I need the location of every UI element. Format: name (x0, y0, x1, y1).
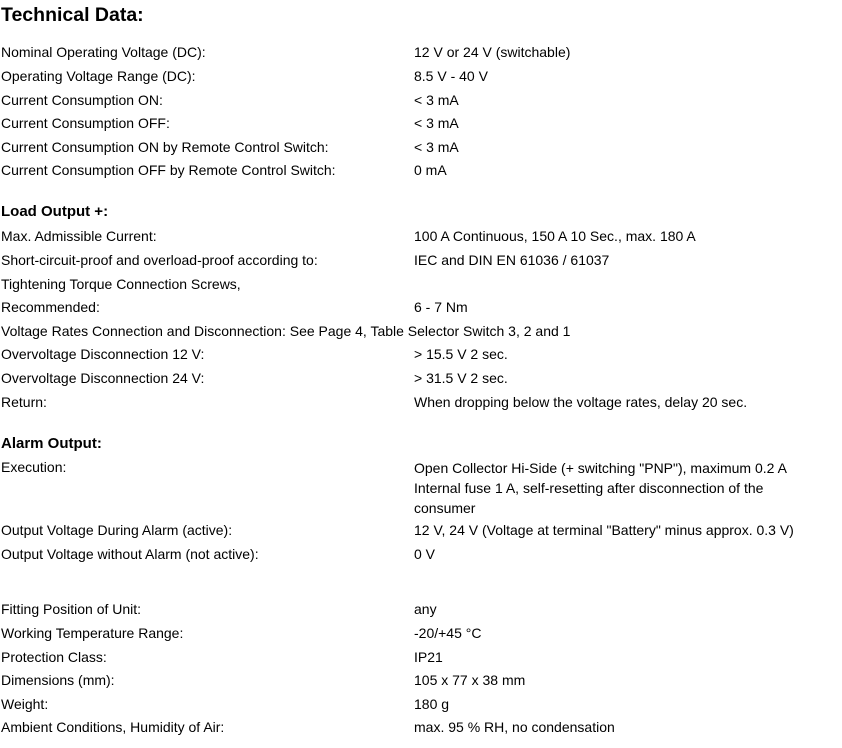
spec-value: 0 mA (414, 162, 447, 178)
spec-value: < 3 mA (414, 92, 459, 108)
spec-label: Nominal Operating Voltage (DC): (1, 44, 206, 60)
spec-value: 8.5 V - 40 V (414, 68, 488, 84)
spec-label: Dimensions (mm): (1, 672, 115, 688)
spec-label: Output Voltage During Alarm (active): (1, 522, 233, 538)
spec-label: Overvoltage Disconnection 12 V: (1, 346, 205, 362)
spec-label: Tightening Torque Connection Screws, (1, 276, 241, 292)
spec-value: max. 95 % RH, no condensation (414, 719, 615, 735)
spec-value: 100 A Continuous, 150 A 10 Sec., max. 180 A (414, 228, 696, 244)
section-heading-load-output: Load Output +: (1, 203, 109, 220)
spec-value: When dropping below the voltage rates, delay 20 sec. (414, 394, 748, 410)
spec-value-multiline (414, 458, 839, 518)
spec-label: Weight: (1, 696, 49, 712)
spec-value: < 3 mA (414, 139, 459, 155)
spec-label: Current Consumption OFF: (1, 115, 170, 131)
spec-value-line: Open Collector Hi-Side (+ switching "PNP"), maximum 0.2 A (414, 460, 787, 476)
spec-label: Short-circuit-proof and overload-proof according to: (1, 252, 318, 268)
spec-value: < 3 mA (414, 115, 459, 131)
section-heading-alarm-output: Alarm Output: (1, 435, 102, 452)
spec-label: Fitting Position of Unit: (1, 601, 142, 617)
spec-label: Execution: (1, 459, 67, 475)
spec-value: > 15.5 V 2 sec. (414, 346, 508, 362)
spec-value: > 31.5 V 2 sec. (414, 370, 508, 386)
spec-value: IEC and DIN EN 61036 / 61037 (414, 252, 610, 268)
spec-label: Max. Admissible Current: (1, 228, 157, 244)
spec-value: 12 V or 24 V (switchable) (414, 44, 571, 60)
spec-label: Recommended: (1, 299, 100, 315)
spec-label: Current Consumption OFF by Remote Control Switch: (1, 162, 336, 178)
spec-label: Output Voltage without Alarm (not active): (1, 546, 259, 562)
spec-value: IP21 (414, 649, 443, 665)
spec-label: Protection Class: (1, 649, 107, 665)
spec-value: 0 V (414, 546, 436, 562)
spec-label: Current Consumption ON: (1, 92, 163, 108)
spec-label: Overvoltage Disconnection 24 V: (1, 370, 205, 386)
spec-value: 105 x 77 x 38 mm (414, 672, 526, 688)
spec-value: 12 V, 24 V (Voltage at terminal "Battery" minus approx. 0.3 V) (414, 522, 794, 538)
spec-label: Ambient Conditions, Humidity of Air: (1, 719, 225, 735)
spec-value: 180 g (414, 696, 450, 712)
spec-label: Return: (1, 394, 47, 410)
spec-value-line: consumer (414, 500, 476, 516)
spec-value: -20/+45 °C (414, 625, 482, 641)
spec-value: any (414, 601, 437, 617)
spec-label: Working Temperature Range: (1, 625, 184, 641)
spec-note: Voltage Rates Connection and Disconnection: See Page 4, Table Selector Switch 3, 2 and 1 (1, 323, 571, 339)
spec-value-line: Internal fuse 1 A, self-resetting after disconnection of the (414, 480, 764, 496)
spec-value: 6 - 7 Nm (414, 299, 468, 315)
spec-label: Operating Voltage Range (DC): (1, 68, 196, 84)
spec-label: Current Consumption ON by Remote Control Switch: (1, 139, 329, 155)
page-title: Technical Data: (1, 4, 144, 26)
